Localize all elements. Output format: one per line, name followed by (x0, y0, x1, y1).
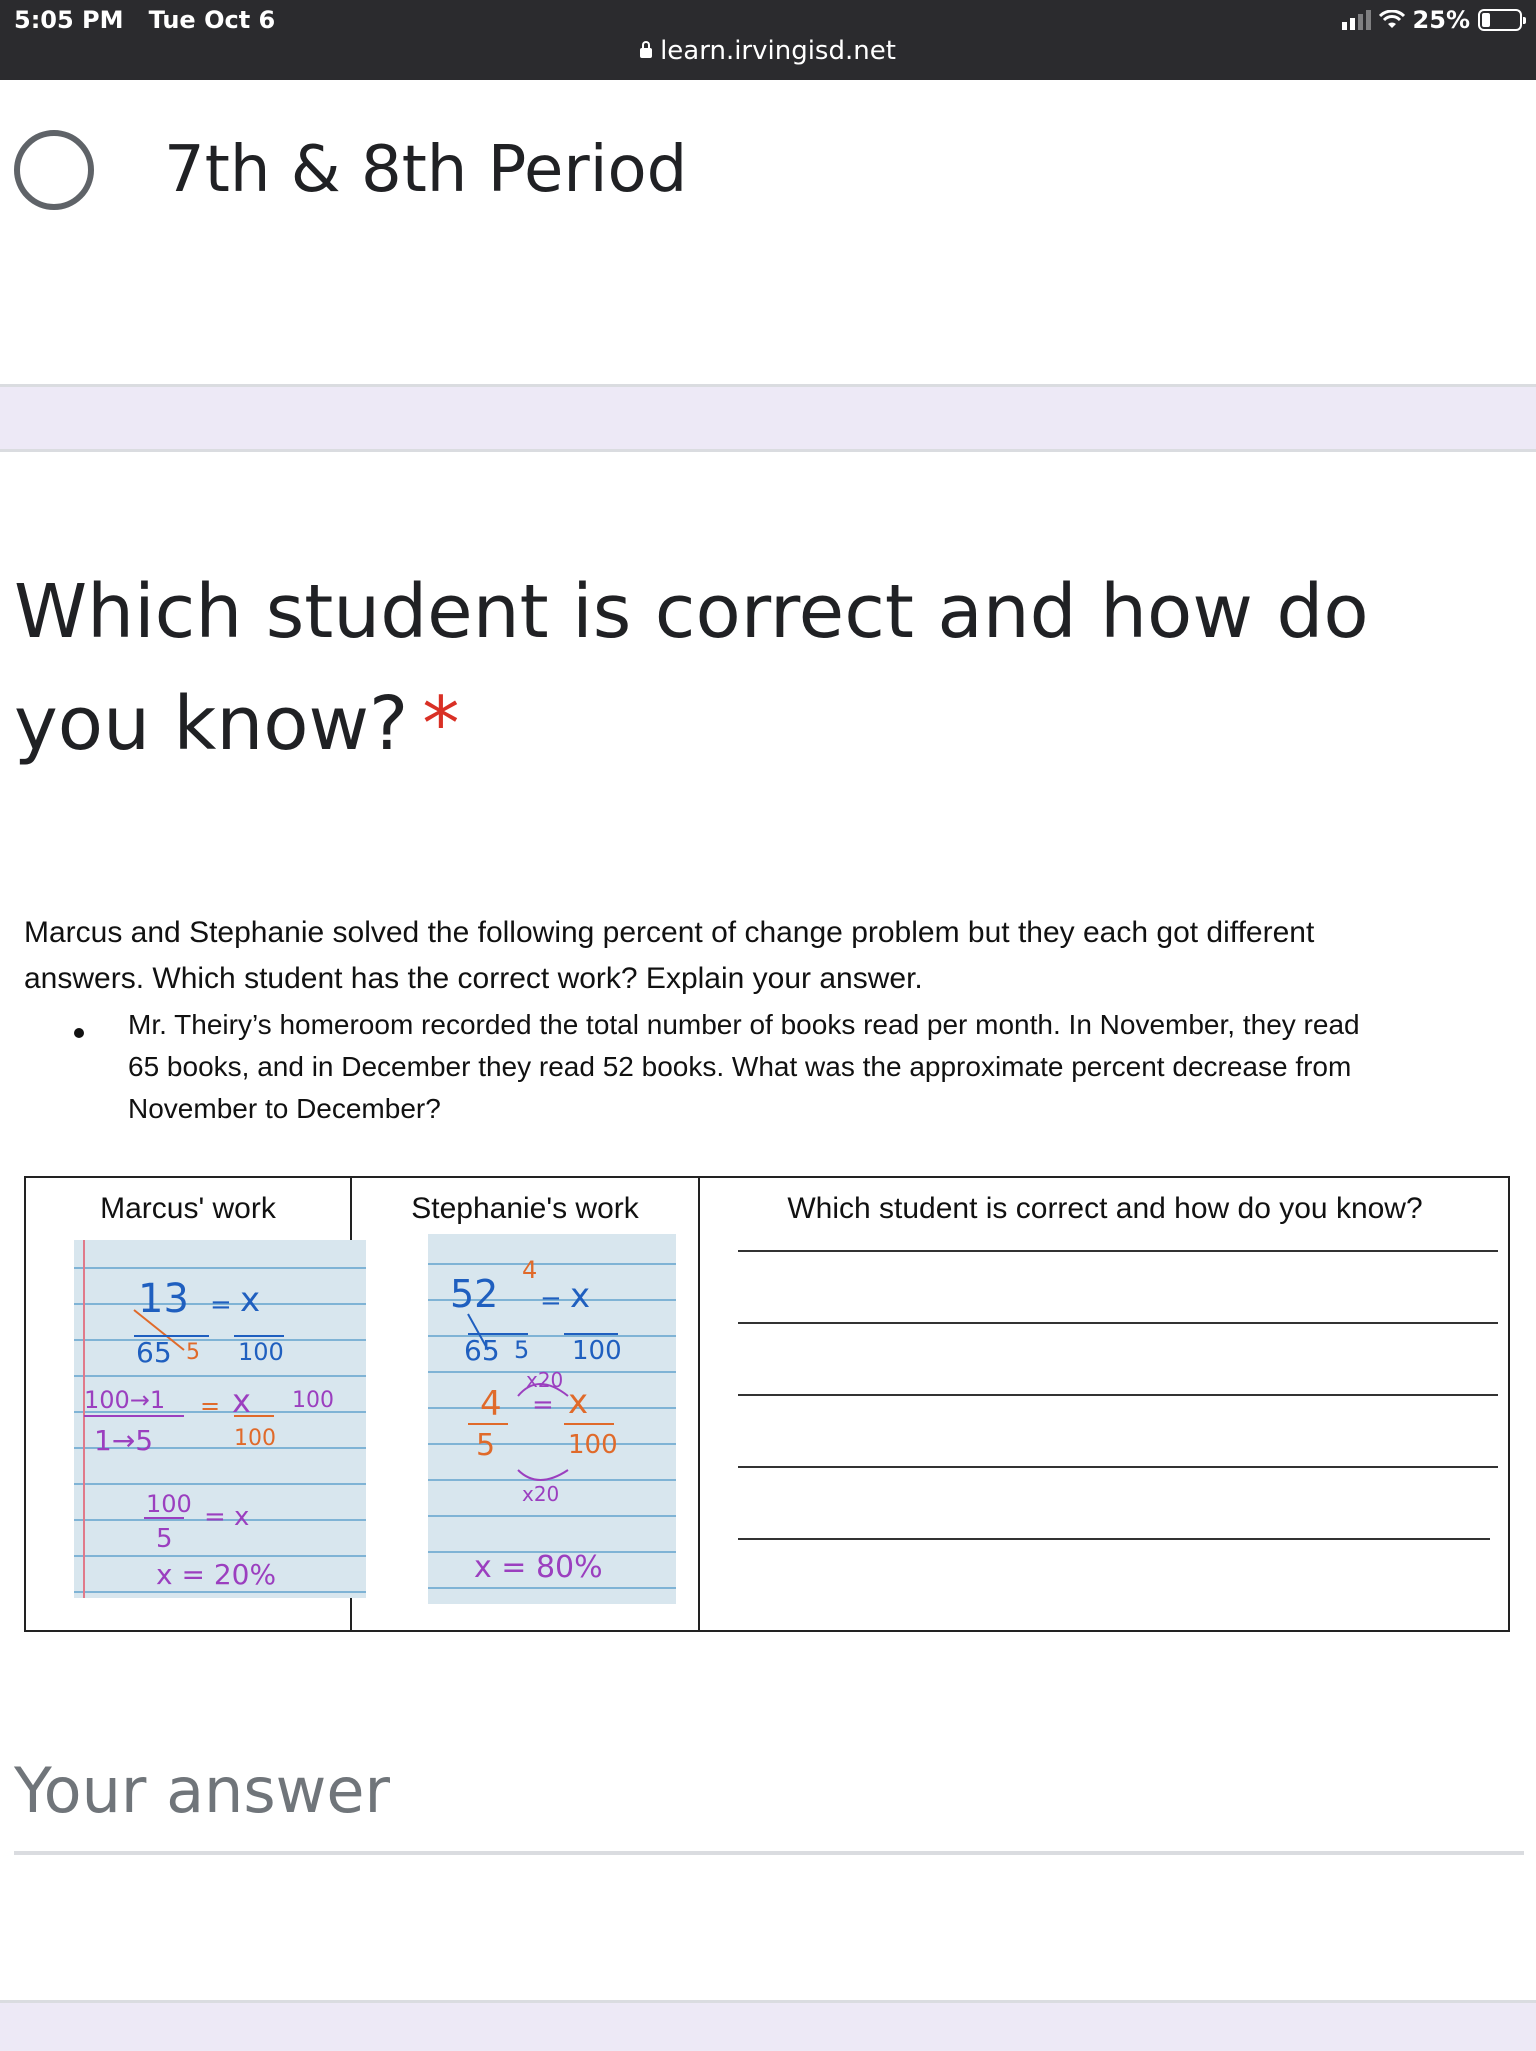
steph-eq1: = (540, 1286, 562, 1316)
period-option[interactable] (14, 130, 687, 210)
status-time: 5:05 PM (14, 6, 124, 34)
marcus-eqx: = x (204, 1502, 250, 1532)
steph-eq2: = (532, 1390, 554, 1420)
battery-icon (1478, 9, 1522, 31)
radio-button[interactable] (14, 130, 94, 210)
marcus-x1: x (240, 1280, 261, 1320)
marcus-5b: 5 (156, 1524, 173, 1554)
question-title (14, 556, 1514, 780)
work-table (24, 1176, 1510, 1632)
steph-4a: 4 (522, 1256, 538, 1284)
steph-x1: x (570, 1276, 591, 1316)
marcus-5: 5 (186, 1340, 200, 1365)
required-asterisk: * (422, 681, 460, 767)
answer-input[interactable]: Your answer (14, 1754, 390, 1827)
marcus-100a: 100 (238, 1338, 284, 1366)
marcus-100b: 100 (292, 1388, 334, 1413)
steph-65: 65 (464, 1334, 500, 1367)
steph-52: 52 (450, 1272, 499, 1316)
cellular-signal-icon (1342, 10, 1371, 30)
marcus-65: 65 (136, 1336, 172, 1369)
problem-image (0, 900, 1536, 1650)
option-label: 7th & 8th Period (164, 133, 688, 207)
bullet-dot (74, 1028, 84, 1038)
marcus-work-image (74, 1240, 366, 1598)
marcus-100to1: 100→1 (84, 1386, 166, 1414)
answer-write-line (738, 1322, 1498, 1324)
column-divider (698, 1178, 700, 1630)
steph-x20-top: x20 (526, 1368, 564, 1392)
marcus-eq2: = (200, 1392, 221, 1420)
problem-intro: Marcus and Stephanie solved the following percent of change problem but they each got different answers. Which student has the correct work? Explain your answer. (24, 916, 1315, 995)
steph-x20-bottom: x20 (522, 1482, 560, 1506)
marcus-x2: x (232, 1382, 251, 1420)
section-divider (0, 384, 1536, 452)
url-text: learn.irvingisd.net (660, 36, 896, 66)
lock-icon (640, 48, 652, 58)
status-bar (0, 0, 1536, 80)
answer-write-line (738, 1394, 1498, 1396)
marcus-eq1: = (210, 1290, 232, 1320)
status-indicators (1342, 6, 1522, 34)
steph-5b: 5 (476, 1428, 496, 1463)
answer-write-line (738, 1538, 1490, 1540)
marcus-100c: 100 (234, 1426, 276, 1451)
marcus-13: 13 (138, 1276, 189, 1322)
wifi-icon (1379, 10, 1405, 30)
status-date: Tue Oct 6 (148, 6, 276, 34)
battery-percent: 25% (1412, 6, 1470, 34)
steph-100a: 100 (572, 1336, 622, 1366)
steph-x2: x (568, 1382, 589, 1422)
answer-write-line (738, 1250, 1498, 1252)
stephanie-work-image (428, 1234, 676, 1604)
section-divider-bottom (0, 2000, 1536, 2051)
header-stephanie: Stephanie's work (411, 1192, 639, 1225)
marcus-100d: 100 (146, 1490, 192, 1518)
steph-5a: 5 (514, 1336, 530, 1364)
header-marcus: Marcus' work (100, 1192, 276, 1225)
marcus-1to5: 1→5 (94, 1424, 154, 1457)
answer-write-line (738, 1466, 1498, 1468)
marcus-result: x = 20% (156, 1558, 277, 1591)
steph-4b: 4 (480, 1384, 502, 1424)
address-bar[interactable] (0, 36, 1536, 66)
answer-input-underline (14, 1851, 1524, 1855)
steph-result: x = 80% (474, 1550, 603, 1585)
question-text: Which student is correct and how do you know? (14, 569, 1369, 767)
problem-bullet: Mr. Theiry’s homeroom recorded the total number of books read per month. In November, they read 65 books, and in December they read 52 books. What was the approximate percent decrease from November to December? (128, 1009, 1360, 1124)
status-time-date (14, 6, 275, 34)
header-correct: Which student is correct and how do you know? (787, 1192, 1423, 1225)
steph-100b: 100 (568, 1430, 618, 1460)
